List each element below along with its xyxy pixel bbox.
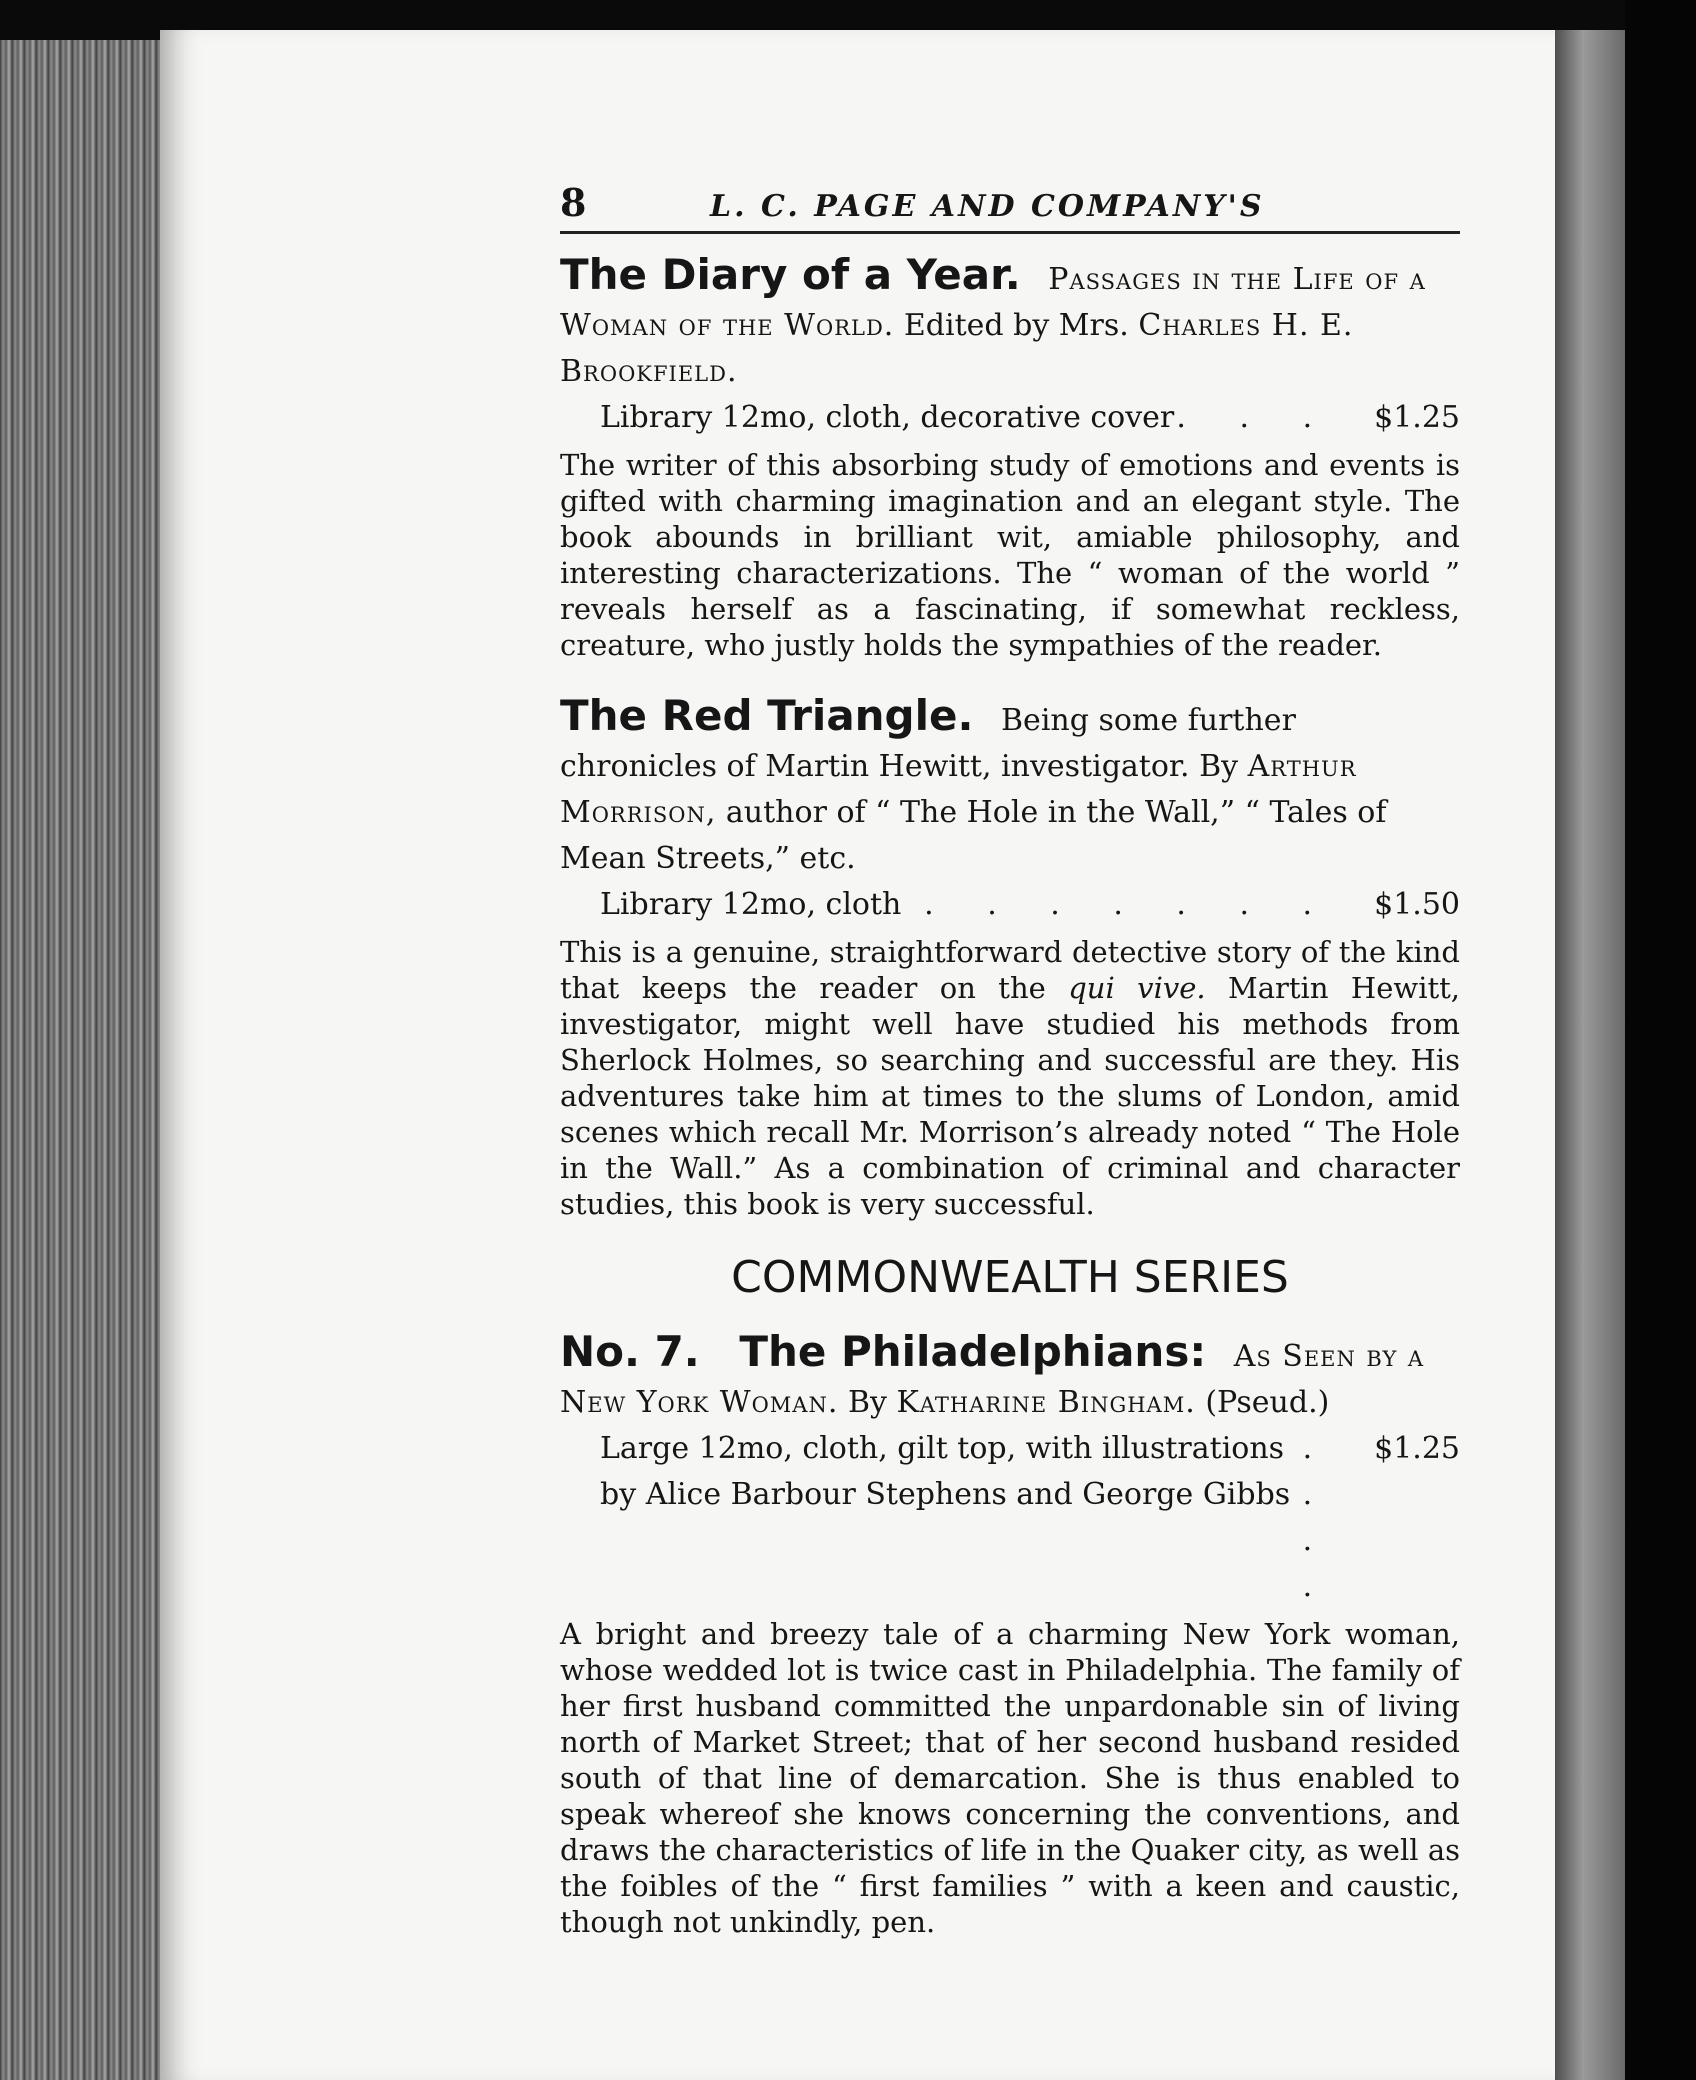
price: $1.50 xyxy=(1374,887,1460,922)
book-entry xyxy=(560,693,1460,1222)
book-subtitle: Being some further chronicles of Martin Hewitt, investigator. xyxy=(560,703,1296,784)
author-name: Arthur Morrison, xyxy=(560,749,1357,830)
book-description: The writer of this absorbing study of emotions and events is gifted with charming imagination and an elegant style. The book abounds in brilliant wit, amiable philosophy, and interesting characterizations. The “ woman of the world ” reveals herself as a fascinating, if somewhat reckless, creature, who justly holds the sympathies of the reader. xyxy=(560,448,1460,662)
series-number: No. 7. xyxy=(560,1327,700,1376)
book-description: A bright and breezy tale of a charming New York woman, whose wedded lot is twice cast in Philadelphia. The family of her first husband committed the unpardonable sin of living north of Market Street; that of her second husband resided south of that line of demarcation. She is thus enabled to speak whereof she knows concerning the conventions, and draws the characteristics of life in the Quaker city, as well as the foibles of the “ first families ” with a keen and caustic, though not unkindly, pen. xyxy=(560,1617,1460,1939)
entry-heading xyxy=(560,1329,1460,1426)
book-title: The Philadelphians: xyxy=(739,1327,1207,1376)
author-note: (Pseud.) xyxy=(1205,1385,1330,1420)
book-subtitle: Passages in the Life of a Woman of the World. xyxy=(560,262,1426,343)
series-heading: COMMONWEALTH SERIES xyxy=(731,1252,1289,1303)
credit-prefix: By xyxy=(1199,749,1239,784)
credit-prefix: Edited by Mrs. xyxy=(903,308,1129,343)
running-header xyxy=(560,180,1460,234)
author-name: Katharine Bingham. xyxy=(896,1385,1196,1420)
description-text: Martin Hewitt, investigator, might well have studied his methods from Sherlock Holmes, so searching and successful are they. His adventures take him at times to the slums of London, amid scenes which recall Mr. Morrison’s already noted “ The Hole in the Wall.” As a combination of criminal and character studies, this book is very successful. xyxy=(560,971,1461,1221)
leader-dots: . . . . xyxy=(1302,1431,1335,1604)
entry-heading xyxy=(560,693,1460,882)
author-note: author of “ The Hole in the Wall,” “ Tales of Mean Streets,” etc. xyxy=(560,795,1387,876)
description-text: This is a genuine, straightforward detective story of the kind that keeps the reader on the xyxy=(560,935,1460,1005)
author-name: Charles H. E. Brookfield. xyxy=(560,308,1354,389)
edition-text: Library 12mo, cloth xyxy=(600,887,902,922)
credit-prefix: By xyxy=(847,1385,887,1420)
edition-text: Large 12mo, cloth, gilt top, with illustrations by Alice Barbour Stephens and George Gibbs xyxy=(600,1431,1291,1512)
leader-dots: . . . xyxy=(1176,400,1335,435)
edition-line xyxy=(560,1426,1460,1610)
italic-phrase: qui vive. xyxy=(1068,971,1206,1005)
book-subtitle: As Seen by a New York Woman. xyxy=(560,1339,1425,1420)
edition-line xyxy=(560,882,1460,928)
entry-heading xyxy=(560,252,1460,395)
scan-background xyxy=(1625,0,1696,2080)
edition-text: Library 12mo, cloth, decorative cover xyxy=(600,400,1175,435)
book-entry xyxy=(560,252,1460,663)
page-number: 8 xyxy=(560,180,587,225)
page-content xyxy=(560,180,1460,1970)
running-title: L. C. PAGE AND COMPANY'S xyxy=(710,189,1265,224)
book-entry xyxy=(560,1329,1460,1940)
leader-dots: . . . . . . . xyxy=(924,887,1335,922)
price: $1.25 xyxy=(1374,1431,1460,1466)
book-title: The Diary of a Year. xyxy=(560,250,1021,299)
page-gutter-shadow xyxy=(1555,30,1625,2080)
edition-line xyxy=(560,395,1460,441)
book-description xyxy=(560,934,1460,1222)
price: $1.25 xyxy=(1374,400,1460,435)
book-title: The Red Triangle. xyxy=(560,691,974,740)
